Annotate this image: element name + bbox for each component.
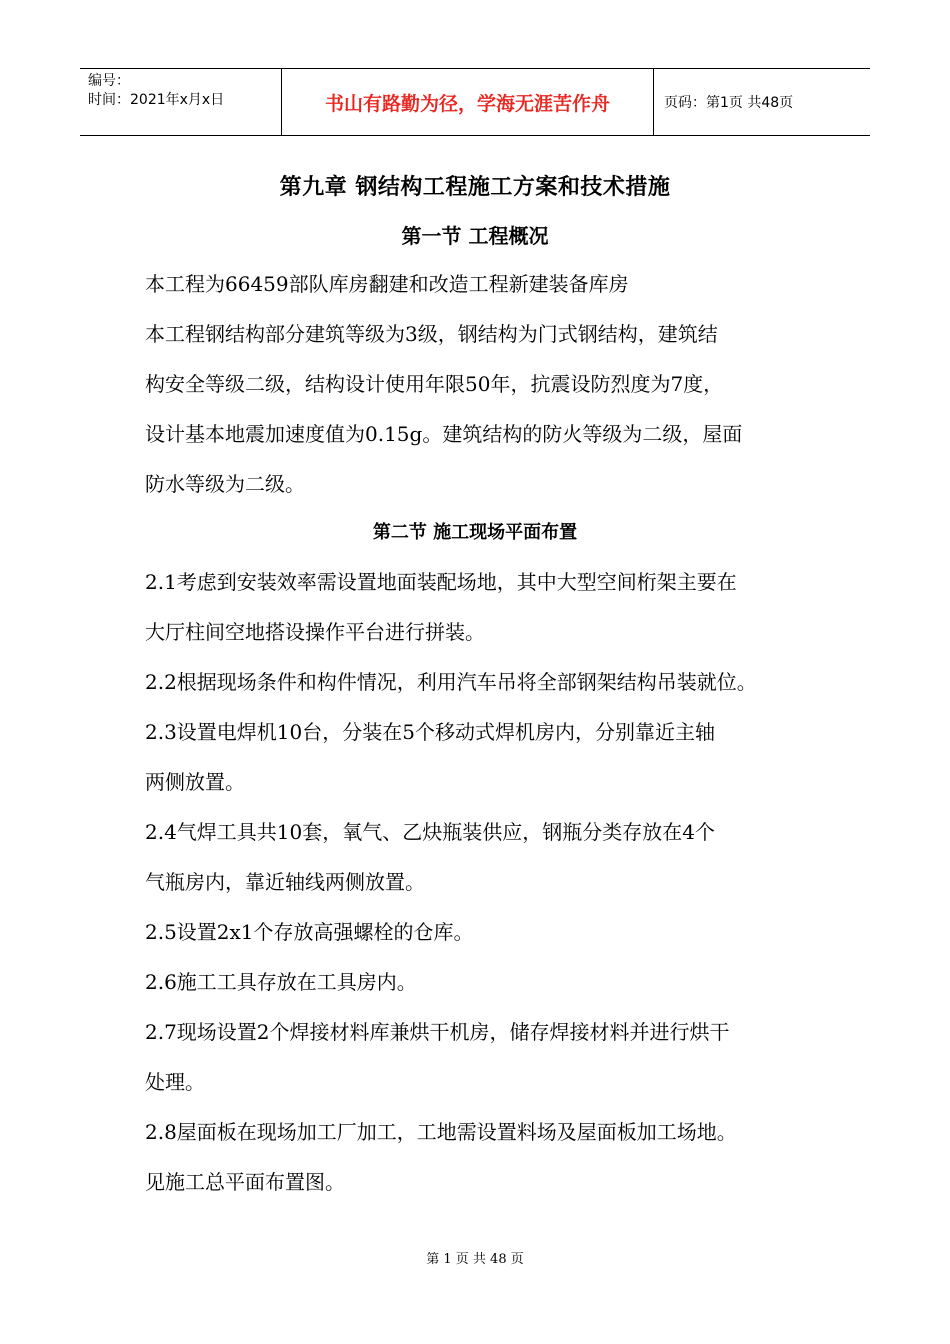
paragraph-line: 处理。 bbox=[145, 1070, 205, 1094]
paragraph-line: 本工程钢结构部分建筑等级为3级，钢结构为门式钢结构，建筑结 bbox=[145, 322, 718, 346]
paragraph-line: 气瓶房内，靠近轴线两侧放置。 bbox=[145, 870, 425, 894]
doc-date: 时间：2021年x月x日 bbox=[88, 92, 225, 108]
paragraph-line: 2.7现场设置2个焊接材料库兼烘干机房，储存焊接材料并进行烘干 bbox=[145, 1020, 730, 1044]
header-page-info: 页码：第1页 共48页 bbox=[664, 95, 794, 111]
paragraph-line: 2.3设置电焊机10台，分装在5个移动式焊机房内，分别靠近主轴 bbox=[145, 720, 715, 744]
page-footer: 第 1 页 共 48 页 bbox=[426, 1252, 524, 1267]
paragraph-line: 2.2根据现场条件和构件情况，利用汽车吊将全部钢架结构吊装就位。 bbox=[145, 670, 757, 694]
header-motto: 书山有路勤为径，学海无涯苦作舟 bbox=[282, 69, 654, 135]
chapter-title: 第九章 钢结构工程施工方案和技术措施 bbox=[279, 175, 671, 200]
paragraph-line: 防水等级为二级。 bbox=[145, 472, 305, 496]
paragraph-line: 2.8屋面板在现场加工厂加工，工地需设置料场及屋面板加工场地。 bbox=[145, 1120, 737, 1144]
section-title-layout: 第二节 施工现场平面布置 bbox=[372, 522, 578, 543]
paragraph-line: 2.6施工工具存放在工具房内。 bbox=[145, 970, 417, 994]
header-meta bbox=[80, 69, 282, 135]
paragraph-line: 2.5设置2x1个存放高强螺栓的仓库。 bbox=[145, 920, 474, 944]
paragraph-line: 2.4气焊工具共10套，氧气、乙炔瓶装供应，钢瓶分类存放在4个 bbox=[145, 820, 715, 844]
paragraph-line: 两侧放置。 bbox=[145, 770, 245, 794]
doc-number-label: 编号： bbox=[88, 73, 130, 89]
paragraph-line: 本工程为66459部队库房翻建和改造工程新建装备库房 bbox=[145, 272, 629, 296]
paragraph-line: 设计基本地震加速度值为0.15g。建筑结构的防火等级为二级，屋面 bbox=[145, 422, 743, 446]
section-title-overview: 第一节 工程概况 bbox=[401, 224, 549, 248]
paragraph-line: 大厅柱间空地搭设操作平台进行拼装。 bbox=[145, 620, 485, 644]
section-layout-body bbox=[145, 557, 825, 1207]
paragraph-line: 构安全等级二级，结构设计使用年限50年，抗震设防烈度为7度， bbox=[145, 372, 724, 396]
paragraph-line: 见施工总平面布置图。 bbox=[145, 1170, 345, 1194]
section-overview-body bbox=[145, 259, 825, 509]
header-table bbox=[80, 68, 870, 136]
paragraph-line: 2.1考虑到安装效率需设置地面装配场地，其中大型空间桁架主要在 bbox=[145, 570, 737, 594]
